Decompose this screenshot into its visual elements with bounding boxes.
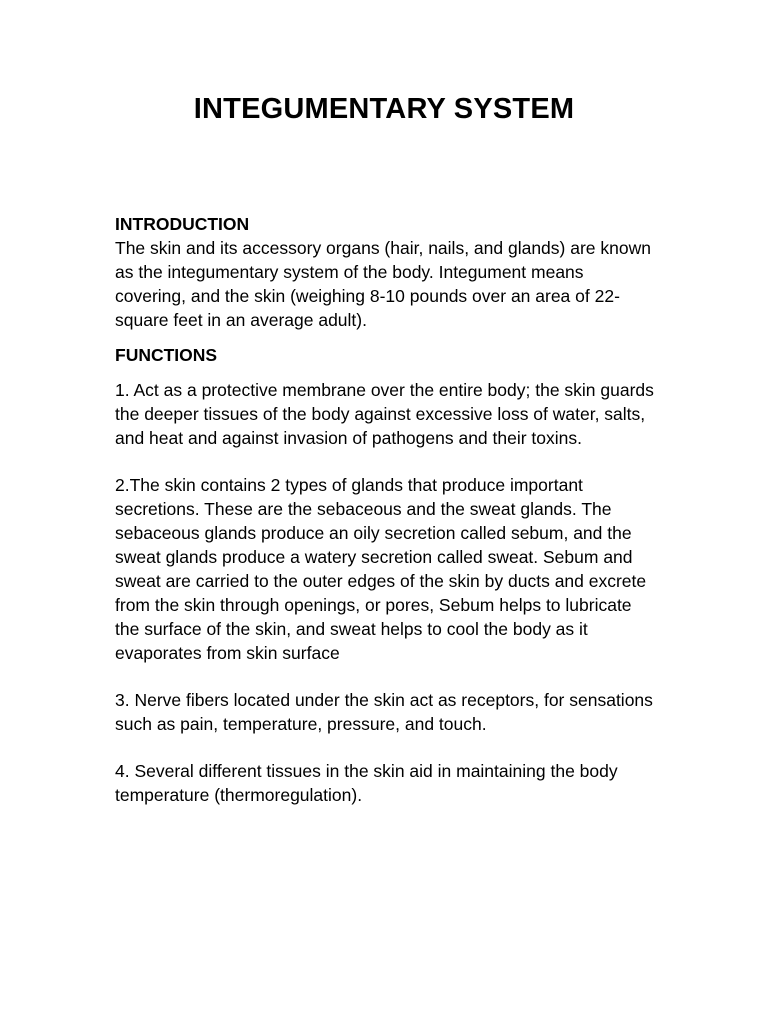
function-item-2: 2.The skin contains 2 types of glands that produce important secretions. These are the sebaceous and the sweat glands. The sebaceous glands produce an oily secretion called sebum, and the sweat glands produce a watery secretion called sweat. Sebum and sweat are carried to the outer edges of the skin by ducts and excrete from the skin through openings, or pores, Sebum helps to lubricate the surface of the skin, and sweat helps to cool the body as it evaporates from skin surface [115, 475, 647, 663]
spacer [115, 665, 655, 688]
function-item-1: 1. Act as a protective membrane over the entire body; the skin guards the deeper tissues of the body against excessive loss of water, salts, and heat and against invasion of pathogens and their toxins. [115, 380, 654, 448]
function-item-4: 4. Several different tissues in the skin aid in maintaining the body temperature (thermoregulation). [115, 761, 618, 805]
spacer [115, 450, 655, 473]
introduction-heading: INTRODUCTION [115, 214, 250, 234]
spacer [115, 367, 655, 378]
document-body [115, 212, 655, 807]
function-item-3: 3. Nerve fibers located under the skin act as receptors, for sensations such as pain, temperature, pressure, and touch. [115, 690, 653, 734]
page-title: INTEGUMENTARY SYSTEM [193, 93, 575, 125]
functions-heading: FUNCTIONS [115, 345, 218, 365]
spacer [115, 332, 655, 343]
introduction-text: The skin and its accessory organs (hair, nails, and glands) are known as the integumentary system of the body. Integument means covering, and the skin (weighing 8-10 pounds over an area of 22-square feet in an average adult). [115, 238, 651, 330]
spacer [115, 736, 655, 759]
